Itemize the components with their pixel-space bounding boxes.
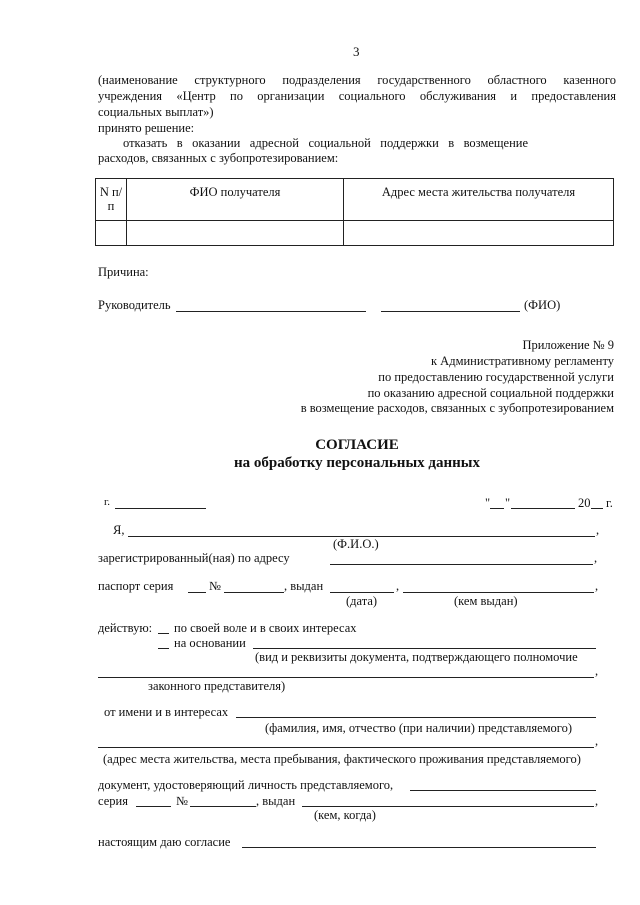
id-comma: , xyxy=(595,794,599,808)
passport-issued-label: , выдан xyxy=(284,579,324,593)
fio-caption: (Ф.И.О.) xyxy=(333,537,379,551)
id-series-label: серия xyxy=(98,794,128,808)
table-cell[interactable] xyxy=(127,221,344,246)
id-document-label: документ, удостоверяющий личность представляемого, xyxy=(98,778,394,792)
own-will-checkbox[interactable] xyxy=(158,633,169,634)
page-number: 3 xyxy=(353,44,360,59)
registered-label: зарегистрированный(ная) по адресу xyxy=(98,551,290,565)
on-basis-checkbox[interactable] xyxy=(158,648,169,649)
table-header-fio: ФИО получателя xyxy=(127,179,344,221)
fio-comma: , xyxy=(596,523,600,537)
issuer-caption: (кем выдан) xyxy=(454,594,518,608)
appendix-line-2: к Административному регламенту xyxy=(430,354,614,368)
date-day-field[interactable] xyxy=(490,508,504,509)
basis-document-field-2[interactable] xyxy=(98,677,594,678)
passport-comma-1: , xyxy=(396,579,400,593)
consent-field[interactable] xyxy=(242,847,596,848)
on-basis-label: на основании xyxy=(174,636,246,650)
document-title: СОГЛАСИЕ xyxy=(315,437,399,453)
recipients-table xyxy=(95,178,614,246)
table-header-address: Адрес места жительства получателя xyxy=(344,179,614,221)
table-header-row xyxy=(96,179,614,221)
date-quote-close: " xyxy=(505,496,511,510)
basis-comma: , xyxy=(595,664,599,678)
appendix-line-1: Приложение № 9 xyxy=(522,338,614,352)
year-field[interactable] xyxy=(591,508,603,509)
id-number-field[interactable] xyxy=(190,806,256,807)
head-signature-line[interactable] xyxy=(176,311,366,312)
org-line-3: социальных выплат») xyxy=(98,105,214,119)
table-cell[interactable] xyxy=(344,221,614,246)
address-comma: , xyxy=(594,551,598,565)
year-prefix: 20 xyxy=(578,496,591,510)
appendix-line-4: по оказанию адресной социальной поддержки xyxy=(367,386,614,400)
id-number-label: № xyxy=(176,794,188,808)
on-behalf-label: от имени и в интересах xyxy=(104,705,229,719)
address-field[interactable] xyxy=(330,564,593,565)
passport-date-field[interactable] xyxy=(330,592,394,593)
consent-label: настоящим даю согласие xyxy=(98,835,231,849)
represented-address-field[interactable] xyxy=(98,747,594,748)
head-label: Руководитель xyxy=(98,298,171,312)
refuse-line-1: отказать в оказании адресной социальной поддержки в возмещение xyxy=(123,136,528,150)
id-series-field[interactable] xyxy=(136,806,171,807)
passport-comma-2: , xyxy=(595,579,599,593)
document-subtitle: на обработку персональных данных xyxy=(234,455,480,471)
represented-name-caption: (фамилия, имя, отчество (при наличии) представляемого) xyxy=(265,721,573,735)
date-month-field[interactable] xyxy=(511,508,575,509)
passport-issuer-field[interactable] xyxy=(403,592,594,593)
legal-rep-caption: законного представителя) xyxy=(148,679,286,693)
table-row xyxy=(96,221,614,246)
when-caption: (кем, когда) xyxy=(314,808,376,822)
acting-label: действую: xyxy=(98,621,153,635)
id-document-field[interactable] xyxy=(410,790,596,791)
id-issued-label: , выдан xyxy=(256,794,296,808)
head-name-line[interactable] xyxy=(381,311,520,312)
city-field[interactable] xyxy=(115,508,206,509)
passport-number-field[interactable] xyxy=(224,592,284,593)
reason-label: Причина: xyxy=(98,265,149,279)
passport-number-label: № xyxy=(209,579,221,593)
appendix-line-5: в возмещение расходов, связанных с зубопротезированием xyxy=(300,401,614,415)
id-issuer-field[interactable] xyxy=(302,806,594,807)
table-cell[interactable] xyxy=(96,221,127,246)
represented-address-caption: (адрес места жительства, места пребывания, фактического проживания представляемого) xyxy=(103,752,581,766)
document-caption: (вид и реквизиты документа, подтверждающего полномочие xyxy=(255,650,578,664)
basis-document-field[interactable] xyxy=(253,648,596,649)
date-quote-open: " xyxy=(485,496,491,510)
represented-name-field[interactable] xyxy=(236,717,596,718)
appendix-line-3: по предоставлению государственной услуги xyxy=(378,370,614,384)
head-fio-caption: (ФИО) xyxy=(524,298,561,312)
year-suffix: г. xyxy=(606,496,613,510)
passport-series-label: паспорт серия xyxy=(98,579,174,593)
city-prefix: г. xyxy=(104,496,111,508)
i-label: Я, xyxy=(113,523,125,537)
org-line-1: (наименование структурного подразделения государственного областного казенного xyxy=(98,73,616,87)
own-will-label: по своей воле и в своих интересах xyxy=(174,621,357,635)
represented-address-comma: , xyxy=(595,734,599,748)
date-caption: (дата) xyxy=(346,594,378,608)
decided-label: принято решение: xyxy=(98,121,195,135)
table-header-num: N п/п xyxy=(96,179,127,221)
refuse-line-2: расходов, связанных с зубопротезированием: xyxy=(98,151,339,165)
org-line-2: учреждения «Центр по организации социального обслуживания и предоставления xyxy=(98,89,616,103)
passport-series-field[interactable] xyxy=(188,592,206,593)
